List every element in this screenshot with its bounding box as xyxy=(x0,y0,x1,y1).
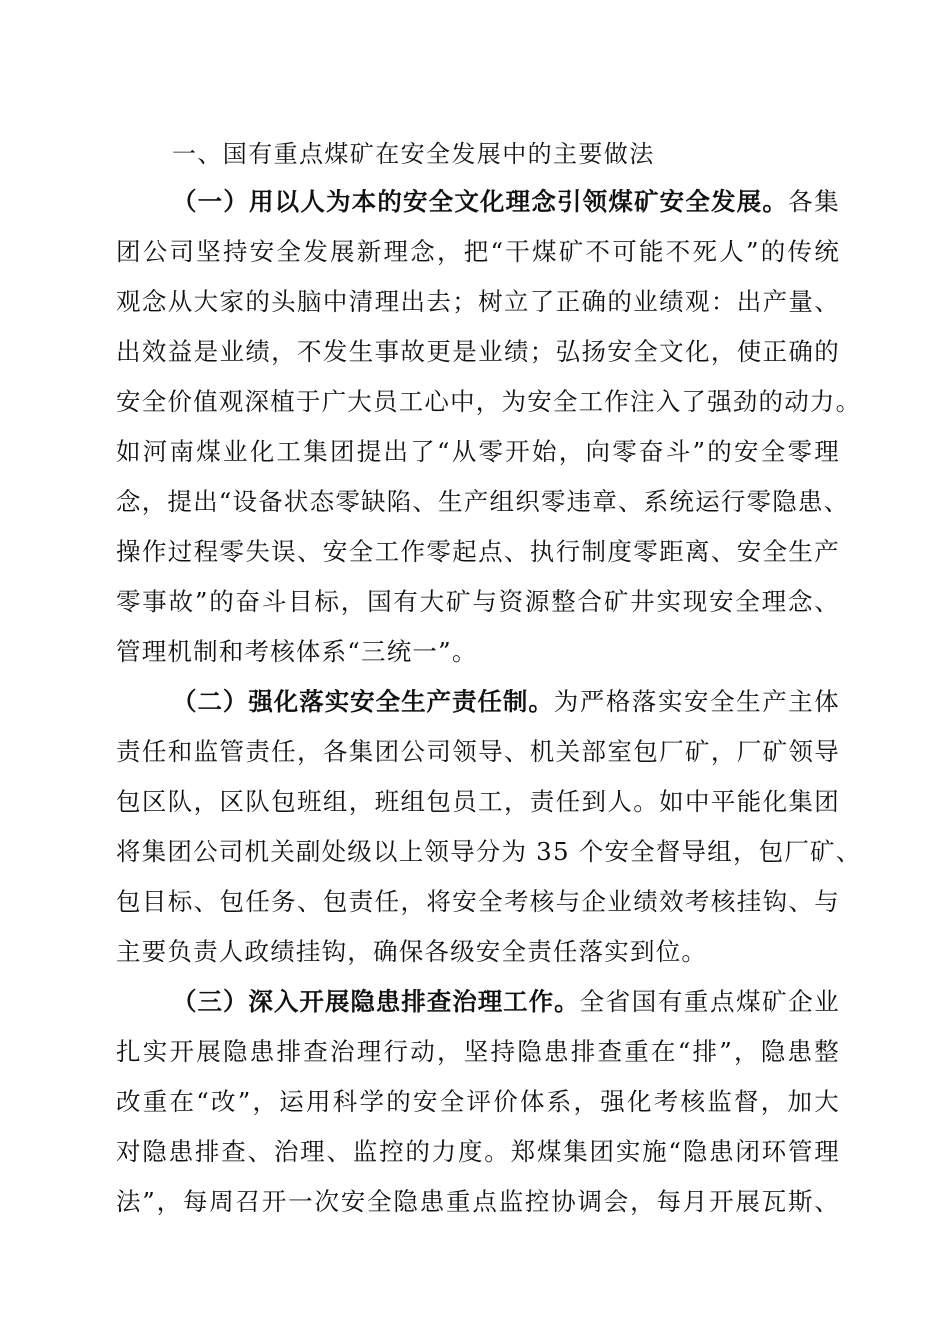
paragraph-line: 安全价值观深植于广大员工心中，为安全工作注入了强劲的动力。 xyxy=(116,387,862,416)
paragraph-first-line xyxy=(172,182,840,222)
paragraph-line: 扎实开展隐患排查治理行动，坚持隐患排查重在“排”，隐患整 xyxy=(116,1037,840,1066)
paragraph-line: 将集团公司机关副处级以上领导分为 35 个安全督导组，包厂矿、 xyxy=(116,837,862,866)
paragraph-line: 包目标、包任务、包责任，将安全考核与企业绩效考核挂钩、与 xyxy=(116,887,840,916)
paragraph-first-line xyxy=(172,982,840,1022)
paragraph-title: （二）强化落实安全生产责任制。 xyxy=(172,687,554,716)
paragraph-line: 团公司坚持安全发展新理念，把“干煤矿不可能不死人”的传统 xyxy=(116,237,840,266)
paragraph-text: 为严格落实安全生产主体 xyxy=(553,687,840,716)
paragraph-line: 操作过程零失误、安全工作零起点、执行制度零距离、安全生产 xyxy=(116,537,840,566)
paragraph-text: 全省国有重点煤矿企业 xyxy=(579,987,840,1016)
paragraph-line: 包区队，区队包班组，班组包员工，责任到人。如中平能化集团 xyxy=(116,787,840,816)
paragraph-line-last: 管理机制和考核体系“三统一”。 xyxy=(116,637,478,666)
section-heading: 一、国有重点煤矿在安全发展中的主要做法 xyxy=(172,140,655,168)
paragraph-line: 念，提出“设备状态零缺陷、生产组织零违章、系统运行零隐患、 xyxy=(116,487,850,516)
paragraph-title: （一）用以人为本的安全文化理念引领煤矿安全发展。 xyxy=(172,187,789,216)
paragraph-line: 零事故”的奋斗目标，国有大矿与资源整合矿井实现安全理念、 xyxy=(116,587,840,616)
paragraph-text: 各集 xyxy=(788,187,840,216)
paragraph-line-last: 主要负责人政绩挂钩，确保各级安全责任落实到位。 xyxy=(116,937,708,966)
paragraph-first-line xyxy=(172,682,840,722)
paragraph-title: （三）深入开展隐患排查治理工作。 xyxy=(172,987,580,1016)
paragraph-line: 如河南煤业化工集团提出了“从零开始，向零奋斗”的安全零理 xyxy=(116,437,840,466)
paragraph-line: 法”，每周召开一次安全隐患重点监控协调会，每月开展瓦斯、 xyxy=(116,1187,840,1216)
paragraph-line: 出效益是业绩，不发生事故更是业绩；弘扬安全文化，使正确的 xyxy=(116,337,840,366)
paragraph-line: 观念从大家的头脑中清理出去；树立了正确的业绩观：出产量、 xyxy=(116,287,840,316)
paragraph-line: 对隐患排查、治理、监控的力度。郑煤集团实施“隐患闭环管理 xyxy=(116,1137,840,1166)
paragraph-line: 责任和监管责任，各集团公司领导、机关部室包厂矿，厂矿领导 xyxy=(116,737,840,766)
paragraph-line: 改重在“改”，运用科学的安全评价体系，强化考核监督，加大 xyxy=(116,1087,840,1116)
